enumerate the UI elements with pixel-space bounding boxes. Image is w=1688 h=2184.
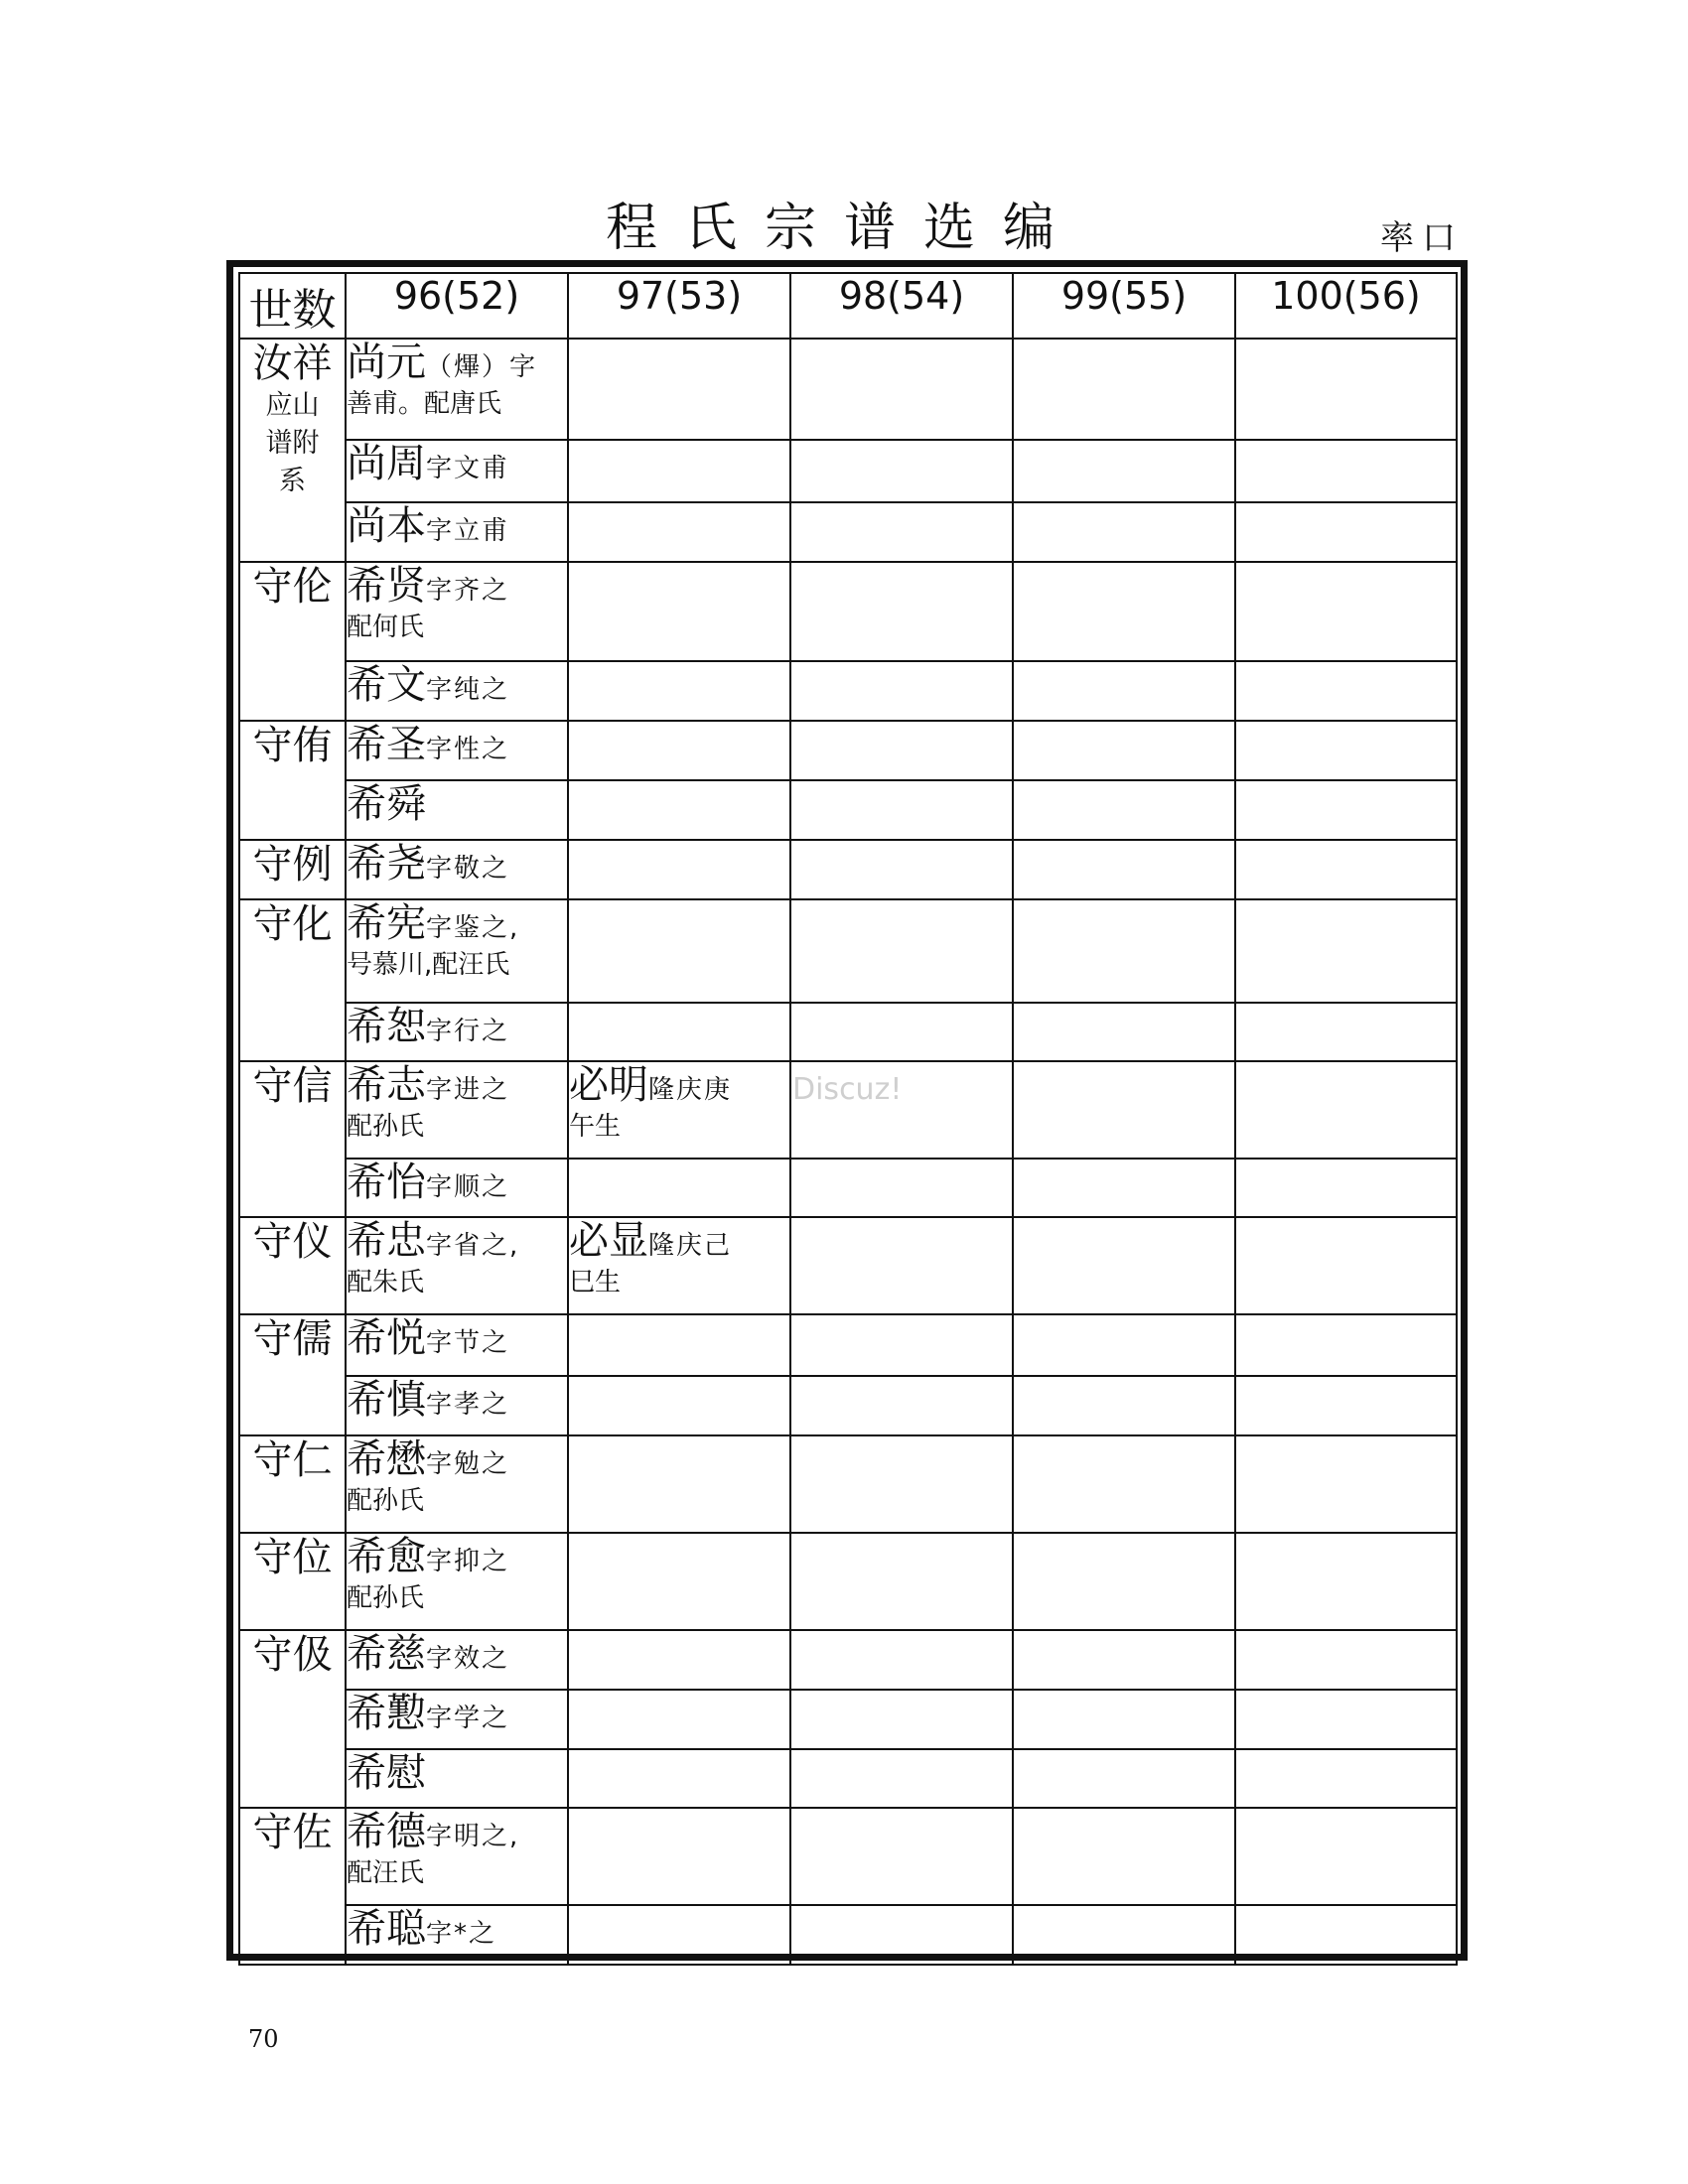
gen-96-cell: [346, 721, 568, 780]
gen-99-cell: [1013, 1314, 1235, 1376]
father-name: 守仪: [252, 1219, 333, 1265]
gen-99-cell: [1013, 661, 1235, 721]
table-row: [239, 1905, 1457, 1965]
gen-99-cell: [1013, 440, 1235, 502]
courtesy-name: 字孝之: [426, 1390, 510, 1420]
gen-100-cell: [1235, 661, 1457, 721]
gen-99-cell: [1013, 721, 1235, 780]
table-row: [239, 1690, 1457, 1749]
courtesy-name: 字明之,: [426, 1822, 520, 1851]
person-note: 配何氏: [347, 613, 425, 642]
table-row: [239, 780, 1457, 840]
gen-97-cell: [568, 1905, 790, 1965]
gen-100-cell: [1235, 1533, 1457, 1630]
father-cell: [239, 899, 346, 1061]
person-name: 希文: [347, 662, 426, 708]
gen-97-cell: [568, 1314, 790, 1376]
gen-100-cell: [1235, 1808, 1457, 1905]
gen-97-cell: [568, 1435, 790, 1533]
gen-98-cell: [790, 1314, 1013, 1376]
header-gen-100: 100(56): [1235, 273, 1457, 339]
gen-100-cell: [1235, 1749, 1457, 1808]
person-note: 善甫。配唐氏: [347, 389, 502, 419]
gen-99-cell: [1013, 1905, 1235, 1965]
courtesy-name: 字节之: [426, 1328, 510, 1358]
region-label: 率口: [1380, 218, 1464, 258]
courtesy-name: 字敬之: [426, 854, 510, 884]
table-row: [239, 1376, 1457, 1435]
gen-97-cell: [568, 1690, 790, 1749]
gen-97-cell: [568, 562, 790, 661]
gen-96-cell: [346, 502, 568, 562]
header-row: [239, 273, 1457, 339]
father-name: 汝祥: [252, 341, 333, 386]
gen-100-cell: [1235, 440, 1457, 502]
header-gen-97: 97(53): [568, 273, 790, 339]
gen-96-cell: [346, 1690, 568, 1749]
table-row: [239, 899, 1457, 1003]
father-name: 守位: [252, 1535, 333, 1580]
gen-99-cell: [1013, 1690, 1235, 1749]
gen-96-cell: [346, 840, 568, 899]
father-name: 守伋: [252, 1632, 333, 1678]
gen-100-cell: [1235, 1003, 1457, 1061]
gen-100-cell: [1235, 1159, 1457, 1217]
gen-99-cell: [1013, 840, 1235, 899]
gen-97-cell: [568, 339, 790, 440]
table-row: [239, 1749, 1457, 1808]
person-name: 希忠: [347, 1218, 426, 1264]
father-cell: [239, 1217, 346, 1314]
gen-96-cell: [346, 1003, 568, 1061]
gen-99-cell: [1013, 1159, 1235, 1217]
gen-98-cell: [790, 840, 1013, 899]
gen-97-cell: [568, 1533, 790, 1630]
courtesy-name: 隆庆己: [648, 1231, 733, 1261]
gen-100-cell: [1235, 1435, 1457, 1533]
table-body: [239, 339, 1457, 1965]
courtesy-name: 字进之: [426, 1075, 510, 1105]
gen-100-cell: [1235, 1690, 1457, 1749]
person-name: 希懋: [347, 1436, 426, 1482]
gen-99-cell: [1013, 1808, 1235, 1905]
gen-98-cell: [790, 440, 1013, 502]
person-name: 希慰: [347, 1750, 426, 1796]
header-gen-99: 99(55): [1013, 273, 1235, 339]
person-name: 希慈: [347, 1631, 426, 1677]
gen-97-cell: [568, 721, 790, 780]
father-name: 守例: [252, 842, 333, 887]
watermark: Discuz!: [792, 1072, 903, 1107]
gen-98-cell: [790, 502, 1013, 562]
person-note: 配孙氏: [347, 1583, 425, 1613]
gen-96-cell: [346, 1630, 568, 1690]
father-name: 守伦: [252, 564, 333, 610]
table-row: [239, 1435, 1457, 1533]
person-name: 希悦: [347, 1315, 426, 1361]
father-cell: [239, 1061, 346, 1217]
gen-96-cell: [346, 1159, 568, 1217]
father-cell: [239, 1630, 346, 1808]
person-name: 希尧: [347, 841, 426, 887]
gen-96-cell: [346, 1533, 568, 1630]
gen-100-cell: [1235, 339, 1457, 440]
courtesy-name: 字效之: [426, 1644, 510, 1674]
gen-99-cell: [1013, 1630, 1235, 1690]
father-note: 谱附: [265, 428, 320, 459]
table-row: [239, 661, 1457, 721]
courtesy-name: 字抑之: [426, 1547, 510, 1576]
courtesy-name: 字文甫: [426, 454, 510, 483]
gen-99-cell: [1013, 899, 1235, 1003]
gen-96-cell: [346, 339, 568, 440]
father-cell: [239, 840, 346, 899]
person-name: 尚本: [347, 503, 426, 549]
gen-96-cell: [346, 1061, 568, 1159]
gen-99-cell: [1013, 1533, 1235, 1630]
gen-96-cell: [346, 899, 568, 1003]
table-row: [239, 1808, 1457, 1905]
gen-99-cell: [1013, 1217, 1235, 1314]
gen-98-cell: [790, 1217, 1013, 1314]
gen-98-cell: [790, 1376, 1013, 1435]
gen-97-cell: [568, 1808, 790, 1905]
table-row: [239, 1533, 1457, 1630]
gen-98-cell: [790, 1749, 1013, 1808]
gen-98-cell: [790, 1003, 1013, 1061]
gen-97-cell: [568, 840, 790, 899]
father-name: 守儒: [252, 1316, 333, 1362]
gen-97-cell: [568, 502, 790, 562]
gen-98-cell: [790, 899, 1013, 1003]
gen-96-cell: [346, 1217, 568, 1314]
table-row: [239, 440, 1457, 502]
table-row: [239, 1003, 1457, 1061]
gen-96-cell: [346, 1376, 568, 1435]
person-note: 配汪氏: [347, 1858, 425, 1888]
father-cell: [239, 1533, 346, 1630]
father-name: 守佐: [252, 1810, 333, 1855]
courtesy-name: 字顺之: [426, 1172, 510, 1202]
table-row: [239, 1217, 1457, 1314]
courtesy-name: 字学之: [426, 1704, 510, 1733]
gen-100-cell: [1235, 1905, 1457, 1965]
gen-100-cell: [1235, 562, 1457, 661]
courtesy-name: 隆庆庚: [648, 1075, 733, 1105]
table-row: [239, 721, 1457, 780]
gen-98-cell: [790, 1905, 1013, 1965]
father-cell: [239, 339, 346, 562]
gen-99-cell: [1013, 780, 1235, 840]
father-cell: [239, 1314, 346, 1435]
gen-97-cell: [568, 1749, 790, 1808]
document-title: 程氏宗谱选编: [605, 199, 1082, 258]
gen-96-cell: [346, 440, 568, 502]
person-name: 希恕: [347, 1004, 426, 1049]
father-name: 守化: [252, 901, 333, 947]
gen-97-cell: [568, 899, 790, 1003]
person-note: 号慕川,配汪氏: [347, 950, 510, 980]
courtesy-name: 字勉之: [426, 1449, 510, 1479]
person-name: 希怡: [347, 1160, 426, 1205]
gen-99-cell: [1013, 502, 1235, 562]
gen-100-cell: [1235, 1061, 1457, 1159]
father-name: 守侑: [252, 723, 333, 768]
gen-99-cell: [1013, 1003, 1235, 1061]
gen-98-cell: [790, 562, 1013, 661]
person-note: 巳生: [569, 1268, 622, 1297]
father-cell: [239, 721, 346, 840]
person-name: 希德: [347, 1809, 426, 1854]
gen-97-cell: [568, 1159, 790, 1217]
person-name: 希贤: [347, 563, 426, 609]
header-gen-98: 98(54): [790, 273, 1013, 339]
person-name: 希宪: [347, 900, 426, 946]
gen-100-cell: [1235, 840, 1457, 899]
person-note: 配孙氏: [347, 1112, 425, 1142]
gen-96-cell: [346, 1749, 568, 1808]
genealogy-table: [238, 272, 1458, 1966]
gen-98-cell: [790, 1533, 1013, 1630]
gen-98-cell: [790, 721, 1013, 780]
father-cell: [239, 1808, 346, 1965]
gen-99-cell: [1013, 1061, 1235, 1159]
father-note: 应山: [265, 390, 320, 421]
father-name: 守信: [252, 1063, 333, 1109]
gen-97-cell: [568, 661, 790, 721]
gen-100-cell: [1235, 899, 1457, 1003]
table-row: [239, 562, 1457, 661]
gen-98-cell: [790, 661, 1013, 721]
courtesy-name: 字省之,: [426, 1231, 520, 1261]
courtesy-name: 字鉴之,: [426, 913, 520, 943]
gen-98-cell: [790, 339, 1013, 440]
courtesy-name: 字立甫: [426, 516, 510, 546]
person-name: 希志: [347, 1062, 426, 1108]
gen-96-cell: [346, 1314, 568, 1376]
gen-97-cell: [568, 440, 790, 502]
gen-99-cell: [1013, 1749, 1235, 1808]
father-note: 系: [279, 466, 306, 496]
gen-100-cell: [1235, 502, 1457, 562]
courtesy-name: 字行之: [426, 1017, 510, 1046]
person-name: 希聪: [347, 1906, 426, 1952]
person-name: 希慎: [347, 1377, 426, 1423]
gen-96-cell: [346, 562, 568, 661]
header-gen-96: 96(52): [346, 273, 568, 339]
gen-100-cell: [1235, 1376, 1457, 1435]
table-row: [239, 502, 1457, 562]
courtesy-name: （熚）字: [426, 352, 538, 382]
person-name: 希舜: [347, 781, 426, 827]
person-name: 希圣: [347, 722, 426, 767]
gen-100-cell: [1235, 1630, 1457, 1690]
gen-99-cell: [1013, 562, 1235, 661]
gen-97-cell: [568, 1376, 790, 1435]
table-row: [239, 1314, 1457, 1376]
person-note: 午生: [569, 1112, 622, 1142]
gen-99-cell: [1013, 1376, 1235, 1435]
courtesy-name: 字性之: [426, 735, 510, 764]
courtesy-name: 字*之: [426, 1919, 497, 1949]
person-name: 必显: [569, 1218, 648, 1264]
gen-100-cell: [1235, 1314, 1457, 1376]
gen-98-cell: [790, 1159, 1013, 1217]
gen-96-cell: [346, 780, 568, 840]
father-name: 守仁: [252, 1437, 333, 1483]
person-note: 配朱氏: [347, 1268, 425, 1297]
father-cell: [239, 1435, 346, 1533]
gen-96-cell: [346, 1435, 568, 1533]
table-row: [239, 840, 1457, 899]
gen-98-cell: [790, 1435, 1013, 1533]
gen-97-cell: [568, 1630, 790, 1690]
gen-98-cell: [790, 1630, 1013, 1690]
table-row: [239, 1159, 1457, 1217]
header-generation: 世数: [239, 273, 346, 339]
gen-97-cell: [568, 1003, 790, 1061]
courtesy-name: 字齐之: [426, 576, 510, 606]
gen-96-cell: [346, 1808, 568, 1905]
father-cell: [239, 562, 346, 721]
gen-96-cell: [346, 1905, 568, 1965]
gen-96-cell: [346, 661, 568, 721]
gen-99-cell: [1013, 339, 1235, 440]
gen-97-cell: [568, 1061, 790, 1159]
person-name: 必明: [569, 1062, 648, 1108]
gen-98-cell: [790, 1808, 1013, 1905]
person-name: 尚周: [347, 441, 426, 486]
gen-100-cell: [1235, 1217, 1457, 1314]
gen-98-cell: [790, 1690, 1013, 1749]
gen-98-cell: [790, 780, 1013, 840]
table-row: [239, 339, 1457, 440]
gen-100-cell: [1235, 721, 1457, 780]
person-name: 尚元: [347, 340, 426, 385]
table-row: [239, 1630, 1457, 1690]
gen-97-cell: [568, 1217, 790, 1314]
gen-97-cell: [568, 780, 790, 840]
gen-99-cell: [1013, 1435, 1235, 1533]
page-number: 70: [248, 2025, 279, 2053]
courtesy-name: 字纯之: [426, 675, 510, 705]
person-note: 配孙氏: [347, 1486, 425, 1516]
gen-100-cell: [1235, 780, 1457, 840]
person-name: 希懃: [347, 1691, 426, 1736]
person-name: 希愈: [347, 1534, 426, 1579]
